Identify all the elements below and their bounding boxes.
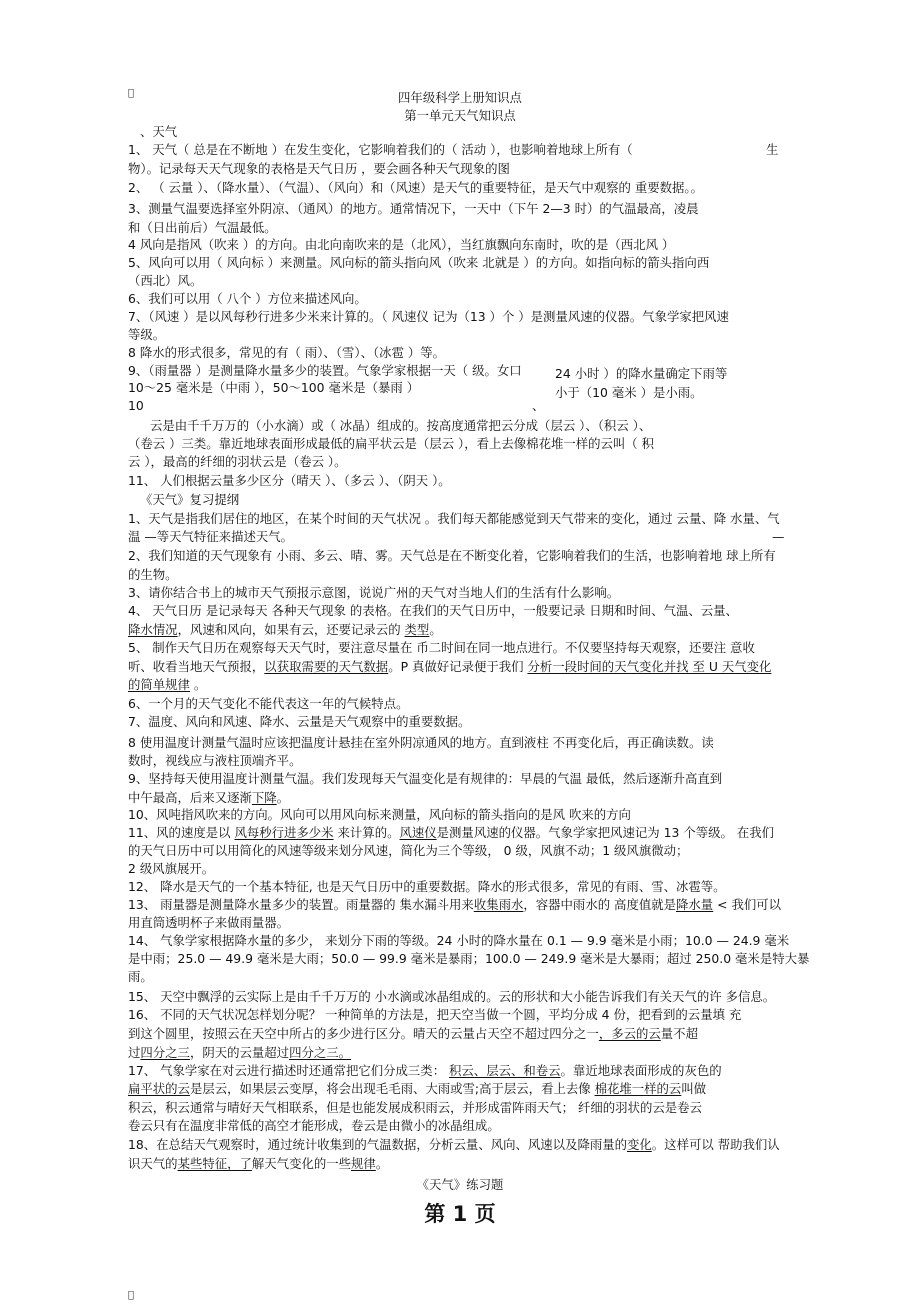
plain-text: 到这个圆里，按照云在天空中所占的多少进行区分。晴天的云量占天空不超过四分之一 [128,1026,599,1041]
review-16-line-a: 16、 不同的天气状况怎样划分呢？ 一种简单的方法是，把天空当做一个圆，平均分成 4 份，把看到的云量填 充 [128,1007,742,1022]
item-9-line-a: 9、（雨量器 ）是测量降水量多少的装置。气象学家根据一天（ 级。女口 [128,363,522,378]
item-7-line-b: 等级。 [128,327,166,342]
plain-text: 中午最高，后来又逐渐 [128,790,252,805]
plain-text: 听、收看当地天气预报， [128,659,265,674]
underlined-text: 收集雨水 [473,897,524,912]
plain-text: 。 [189,677,207,692]
plain-text: 解天气变化的一些 [251,1156,352,1171]
review-10: 10、风吨指风吹来的方向。风向可以用风向标来测量，风向标的箭头指向的是风 吹来的方向 [128,807,631,822]
corner-mark:   [128,88,135,99]
underlined-text: 风每秒行进多少米 [234,825,334,840]
item-9-line-b: 24 小时 ）的降水量确定下雨等 [555,366,728,381]
item-8: 8 降水的形式很多，常见的有（ 雨）、（雪）、（冰雹 ）等。 [128,345,446,360]
review-5-line-c [128,677,206,693]
review-5-line-b [128,659,771,675]
item-10-number: 10 [128,398,144,413]
item-10-line-c: 云 ），最高的纤细的羽状云是（卷云 ）。 [128,454,347,469]
review-1-dash: — [772,529,785,544]
underlined-text: 积云、层云、和卷云 [449,1063,561,1078]
plain-text: < 我们可以 [713,897,782,912]
review-1-line-b: 温 —等天气特征来描述天气。 [128,529,294,544]
plain-text: 。这样可以 帮助我们认 [651,1137,780,1152]
review-14-line-b: 是中雨；25.0 — 49.9 毫米是大雨；50.0 — 99.9 毫米是暴雨；100.0 — 249.9 毫米是大暴雨；超过 250.0 毫米是特大暴 [128,951,810,966]
plain-text: ，风速和风向，如果有云，还要记录云的 [177,622,405,637]
underlined-text: 某些特征，了 [177,1156,252,1171]
review-6: 6、一个月的天气变化不能代表这一年的气候特点。 [128,696,409,711]
plain-text: ，阴天的云量超过 [189,1045,290,1060]
review-18-line-b [128,1156,388,1172]
underlined-text: 四分之三。 [289,1045,352,1060]
item-4: 4 风向是指风（吹来 ）的方向。由北向南吹来的是（北风），当红旗飘向东南时，吹的是（西北风 ） [128,237,675,252]
review-9-line-b [128,790,289,806]
underlined-text: 扁平状的云 [128,1081,190,1096]
section-heading-weather: 、天气 [140,124,178,139]
plain-text: 叫做 [681,1081,707,1096]
review-17-line-b [128,1081,706,1097]
item-6: 6、我们可以用（ 八个 ）方位来描述风向。 [128,291,367,306]
plain-text: 11、风的速度是以 [128,825,235,840]
review-11-line-a [128,825,774,841]
underlined-text: 下降 [251,790,277,805]
item-9-line-c: 10〜25 毫米是（中雨 ），50〜100 毫米是（暴雨 ） [128,380,420,395]
item-10-comma: 、 [532,398,545,413]
item-7-line-a: 7、（风速 ）是以风每秒行进多少米来计算的。（ 风速仪 记为（13 ）个 ）是测量风速的仪器。气象学家把风速 [128,309,729,324]
plain-text: 来计算的。 [333,825,400,840]
bottom-mark:   [128,1290,135,1301]
review-13-line-a [128,897,781,913]
underlined-text: 降水量 [676,897,714,912]
review-17-line-c: 积云，积云通常与晴好天气相联系，但是也能发展成积雨云，并形成雷阵雨天气； 纤细的羽状的云是卷云 [128,1100,702,1115]
review-7: 7、温度、风向和风速、降水、云量是天气观察中的重要数据。 [128,714,471,729]
review-9-line-a: 9、坚持每天使用温度计测量气温。我们发现每天气温变化是有规律的：早晨的气温 最低，然后逐渐升高直到 [128,771,723,786]
review-8-line-a: 8 使用温度计测量气温时应该把温度计悬挂在室外阴凉通风的地方。直到液柱 不再变化后，再正确读数。读 [128,735,714,750]
underlined-text: 规律 [351,1156,376,1171]
review-13-line-b: 用直筒透明杯子来做雨量器。 [128,915,290,930]
item-10-line-b: （卷云 ）三类。靠近地球表面形成最低的扁平状云是（层云 ），看上去像棉花堆一样的云叫（ 积 [128,436,655,451]
plain-text: 量不超 [660,1026,698,1041]
item-1-line-a: 1、 天气（ 总是在不断地 ）在发生变化，它影响着我们的（ 活动 ），也影响着地球上所有（ [128,142,633,157]
item-2: 2、 （ 云量 ）、（降水量）、（气温）、（风向）和（风速）是天气的重要特征，是天气中观察的 重要数据。。 [128,180,703,195]
underlined-text: 的简单规律 [128,677,190,692]
underlined-text: 分析一段时间的天气变化并找 至 U 天气变化 [527,659,772,674]
underlined-text: 风速仪 [399,825,437,840]
review-15: 15、 天空中飘浮的云实际上是由千千万万的 小水滴或冰晶组成的。云的形状和大小能告诉我们有关天气的许 多信息。 [128,989,776,1004]
review-2-line-b: 的生物。 [128,567,178,582]
review-4-line-a: 4、 天气日历 是记录每天 各种天气现象 的表格。在我们的天气日历中，一般要记录 日期和时间、气温、云量、 [128,603,738,618]
underlined-text: ，多云的云 [598,1026,661,1041]
underlined-text: 降水情况 [128,622,178,637]
plain-text: 。P 真做好记录便于我们 [388,659,528,674]
review-11-line-b: 的天气日历中可以用简化的风速等级来划分风速，简化为三个等级， 0 级，风旗不动；1 级风旗微动； [128,843,689,858]
underlined-text: 棉花堆一样的云 [594,1081,682,1096]
plain-text: 18、在总结天气观察时，通过统计收集到的气温数据，分析云量、风向、风速以及降雨量的 [128,1137,628,1152]
underlined-text: 四分之三 [140,1045,190,1060]
review-3: 3、请你结合书上的城市天气预报示意图，说说广州的天气对当地人们的生活有什么影响。 [128,585,620,600]
plain-text: 过 [128,1045,141,1060]
review-1-line-a: 1、天气是指我们居住的地区，在某个时间的天气状况 。我们每天都能感觉到天气带来的变化，通过 云量、降 水量、气 [128,511,780,526]
item-1-line-c: 物）。记录每天天气现象的表格是天气日历 ，要会画各种天气现象的图 [128,161,510,176]
plain-text: 。 [375,1156,389,1171]
underlined-text: 变化 [627,1137,652,1152]
review-18-line-a [128,1137,780,1153]
review-16-line-b [128,1026,698,1042]
plain-text: ，容器中雨水的 高度值就是 [523,897,677,912]
exercise-title: 《天气》练习题 [416,1177,504,1192]
review-14-line-c: 雨。 [128,969,153,984]
page-number: 第 1 页 [424,1202,496,1226]
plain-text: 13、 雨量器是测量降水量多少的装置。雨量器的 集水漏斗用来 [128,897,474,912]
review-5-line-a: 5、 制作天气日历在观察每天天气时，要注意尽量在 币二时间在同一地点进行。不仅要坚持每天观察，还要注 意收 [128,640,755,655]
review-12: 12、 降水是天气的一个基本特征, 也是天气日历中的重要数据。降水的形式很多，常见的有雨、雪、冰雹等。 [128,879,726,894]
review-16-line-c [128,1045,351,1061]
plain-text: 是测量风速的仪器。气象学家把风速记为 13 个等级。 在我们 [436,825,775,840]
item-5-line-b: （西北）风。 [128,273,203,288]
item-1-line-b: 生 [766,142,779,157]
plain-text: 。靠近地球表面形成的灰色的 [560,1063,722,1078]
review-17-line-d: 卷云只有在温度非常低的高空才能形成，卷云是由微小的冰晶组成。 [128,1118,500,1133]
underlined-text: 类型 [404,622,430,637]
item-3-line-b: 和（日出前后）气温最低。 [128,220,277,235]
review-4-line-b [128,622,442,638]
underlined-text: 以获取需要的天气数据 [264,659,389,674]
plain-text: 。 [276,790,290,805]
item-11: 11、 人们根据云量多少区分（晴天 ）、（多云 ）、（阴天 ）。 [128,473,451,488]
review-14-line-a: 14、 气象学家根据降水量的多少， 来划分下雨的等级。24 小时的降水量在 0.1 — 9.9 毫米是小雨；10.0 — 24.9 毫米 [128,933,790,948]
plain-text: 17、 气象学家在对云进行描述时还通常把它们分成三类： [128,1063,450,1078]
item-10-line-a: 云是由千千万万的（小水滴）或（ 冰晶）组成的。按高度通常把云分成（层云 ）、（积云 ）、 [150,418,652,433]
item-9-line-d: 小于（10 毫米 ）是小雨。 [555,385,703,400]
plain-text: 识天气的 [128,1156,178,1171]
item-5-line-a: 5、风向可以用（ 风向标 ）来测量。风向标的箭头指向风（吹来 北就是 ）的方向。如指向标的箭头指向西 [128,255,710,270]
page-title: 四年级科学上册知识点 [398,90,522,105]
review-8-line-b: 数时，视线应与液柱顶端齐平。 [128,753,302,768]
review-heading: 《天气》复习提纲 [140,492,240,507]
plain-text: 是层云，如果层云变厚，将会出现毛毛雨、大雨或雪;高于层云，看上去像 [189,1081,595,1096]
unit-subtitle: 第一单元天气知识点 [404,108,516,123]
plain-text: 。 [429,622,442,637]
review-2-line-a: 2、我们知道的天气现象有 小雨、多云、晴、雾。天气总是在不断变化着，它影响着我们的生活，也影响着地 球上所有 [128,548,776,563]
item-3-line-a: 3、测量气温要选择室外阴凉、（通风）的地方。通常情况下，一天中（下午 2—3 时）的气温最高，凌晨 [128,201,699,216]
review-11-line-c: 2 级风旗展开。 [128,861,215,876]
review-17-line-a [128,1063,722,1079]
